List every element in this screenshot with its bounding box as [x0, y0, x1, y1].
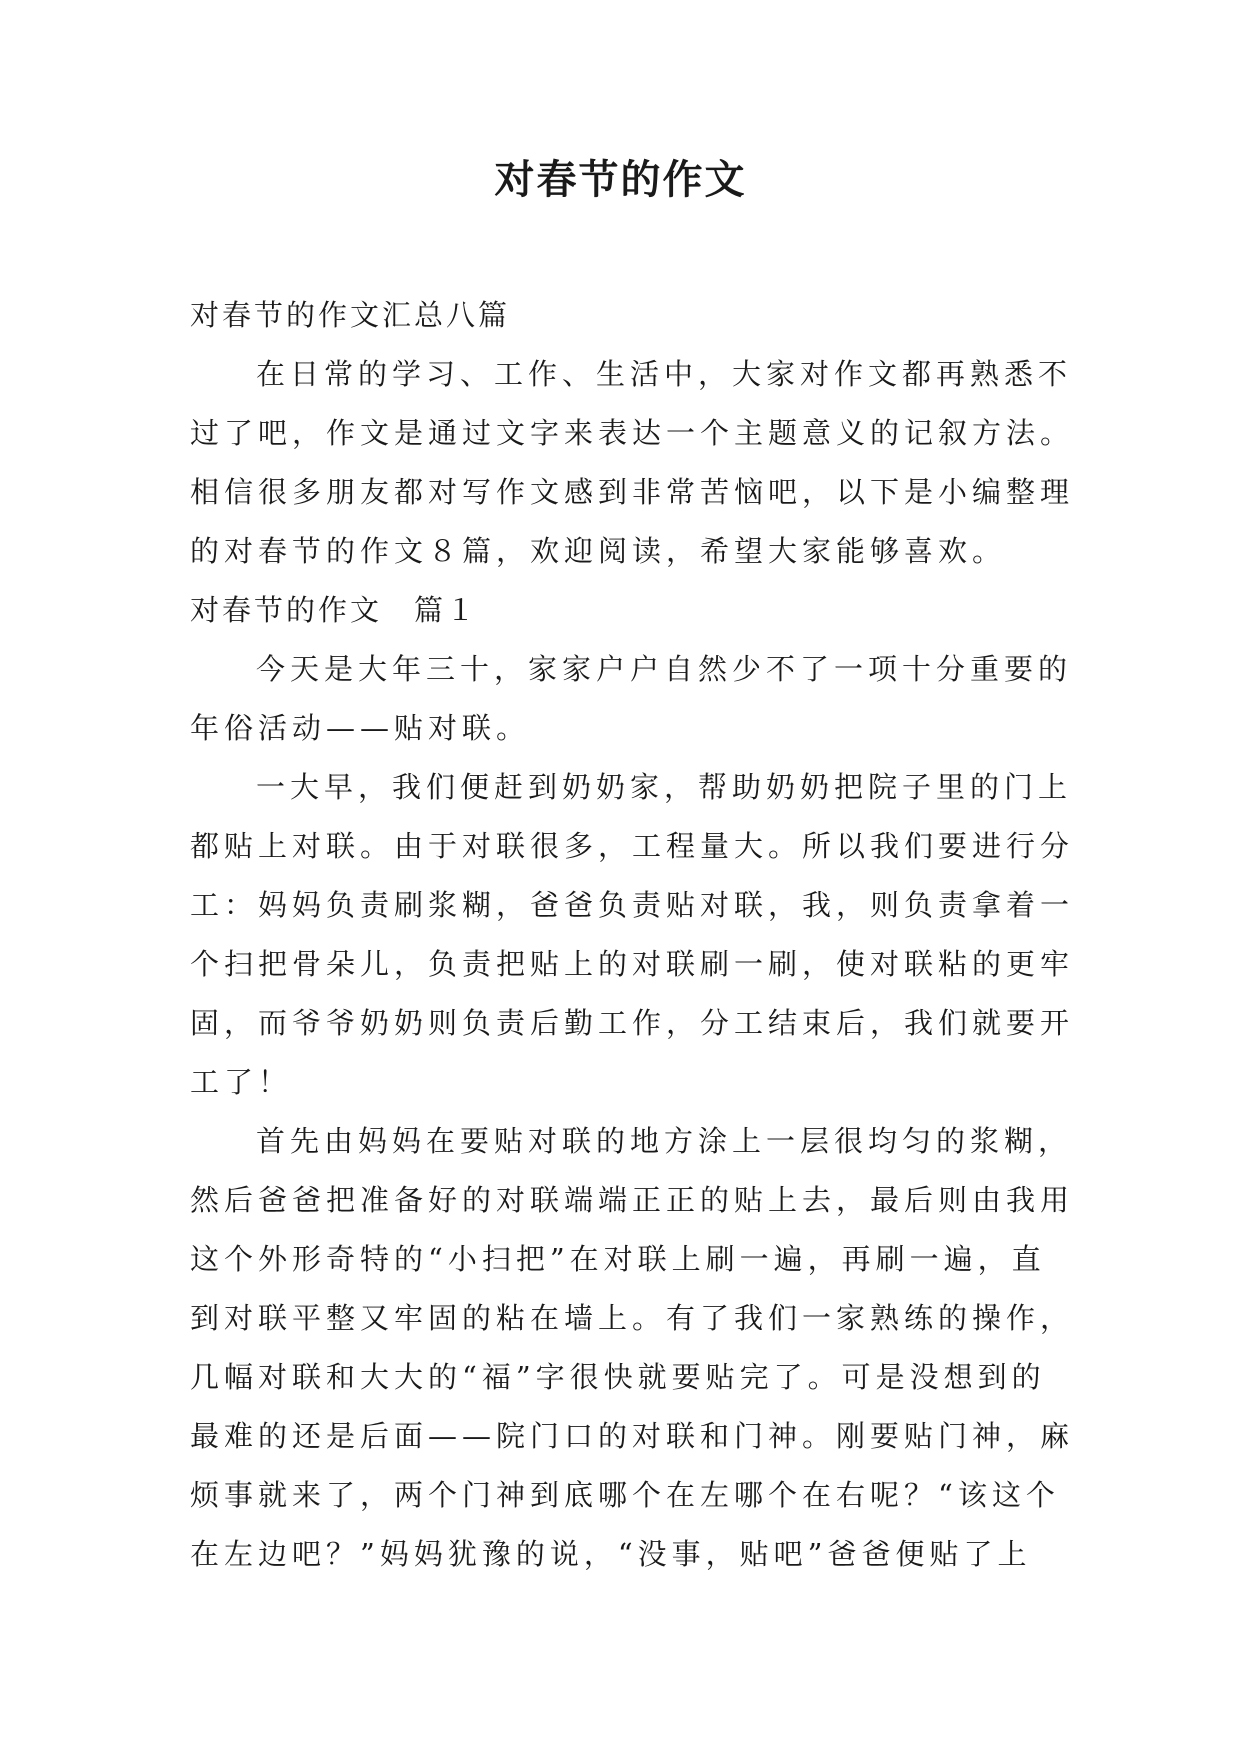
text-line: 固，而爷爷奶奶则负责后勤工作，分工结束后，我们就要开	[190, 1006, 1075, 1040]
text-line: 烦事就来了，两个门神到底哪个在左哪个在右呢？“该这个	[190, 1478, 1060, 1512]
collection-subtitle: 对春节的作文汇总八篇	[190, 298, 511, 332]
text-line: 过了吧，作文是通过文字来表达一个主题意义的记叙方法。	[190, 416, 1075, 450]
text-line: 最难的还是后面——院门口的对联和门神。刚要贴门神，麻	[190, 1419, 1075, 1453]
text-line: 工了！	[190, 1065, 293, 1099]
text-line: 相信很多朋友都对写作文感到非常苦恼吧，以下是小编整理	[190, 475, 1075, 509]
paragraph-1	[190, 640, 1073, 758]
document-body	[190, 286, 1075, 1584]
text-line: 首先由妈妈在要贴对联的地方涂上一层很均匀的浆糊，	[256, 1124, 1073, 1158]
text-line: 几幅对联和大大的“福”字很快就要贴完了。可是没想到的	[190, 1360, 1046, 1394]
text-line: 今天是大年三十，家家户户自然少不了一项十分重要的	[256, 652, 1073, 686]
text-line: 工：妈妈负责刷浆糊，爸爸负责贴对联，我，则负责拿着一	[190, 888, 1075, 922]
text-line: 年俗活动——贴对联。	[190, 711, 531, 745]
text-line: 一大早，我们便赶到奶奶家，帮助奶奶把院子里的门上	[256, 770, 1073, 804]
paragraph-2	[190, 758, 1075, 1112]
document-title: 对春节的作文	[494, 156, 747, 203]
text-line: 在日常的学习、工作、生活中，大家对作文都再熟悉不	[256, 357, 1073, 391]
paragraph-3	[190, 1112, 1075, 1584]
text-line: 在左边吧？”妈妈犹豫的说，“没事，贴吧”爸爸便贴了上	[190, 1537, 1032, 1571]
text-line: 都贴上对联。由于对联很多，工程量大。所以我们要进行分	[190, 829, 1075, 863]
text-line: 然后爸爸把准备好的对联端端正正的贴上去，最后则由我用	[190, 1183, 1075, 1217]
text-line: 的对春节的作文８篇，欢迎阅读，希望大家能够喜欢。	[190, 534, 1007, 568]
section-heading: 对春节的作文 篇１	[190, 593, 479, 627]
intro-paragraph	[190, 345, 1075, 581]
text-line: 个扫把骨朵儿，负责把贴上的对联刷一刷，使对联粘的更牢	[190, 947, 1075, 981]
text-line: 到对联平整又牢固的粘在墙上。有了我们一家熟练的操作，	[190, 1301, 1075, 1335]
text-line: 这个外形奇特的“小扫把”在对联上刷一遍，再刷一遍，直	[190, 1242, 1046, 1276]
